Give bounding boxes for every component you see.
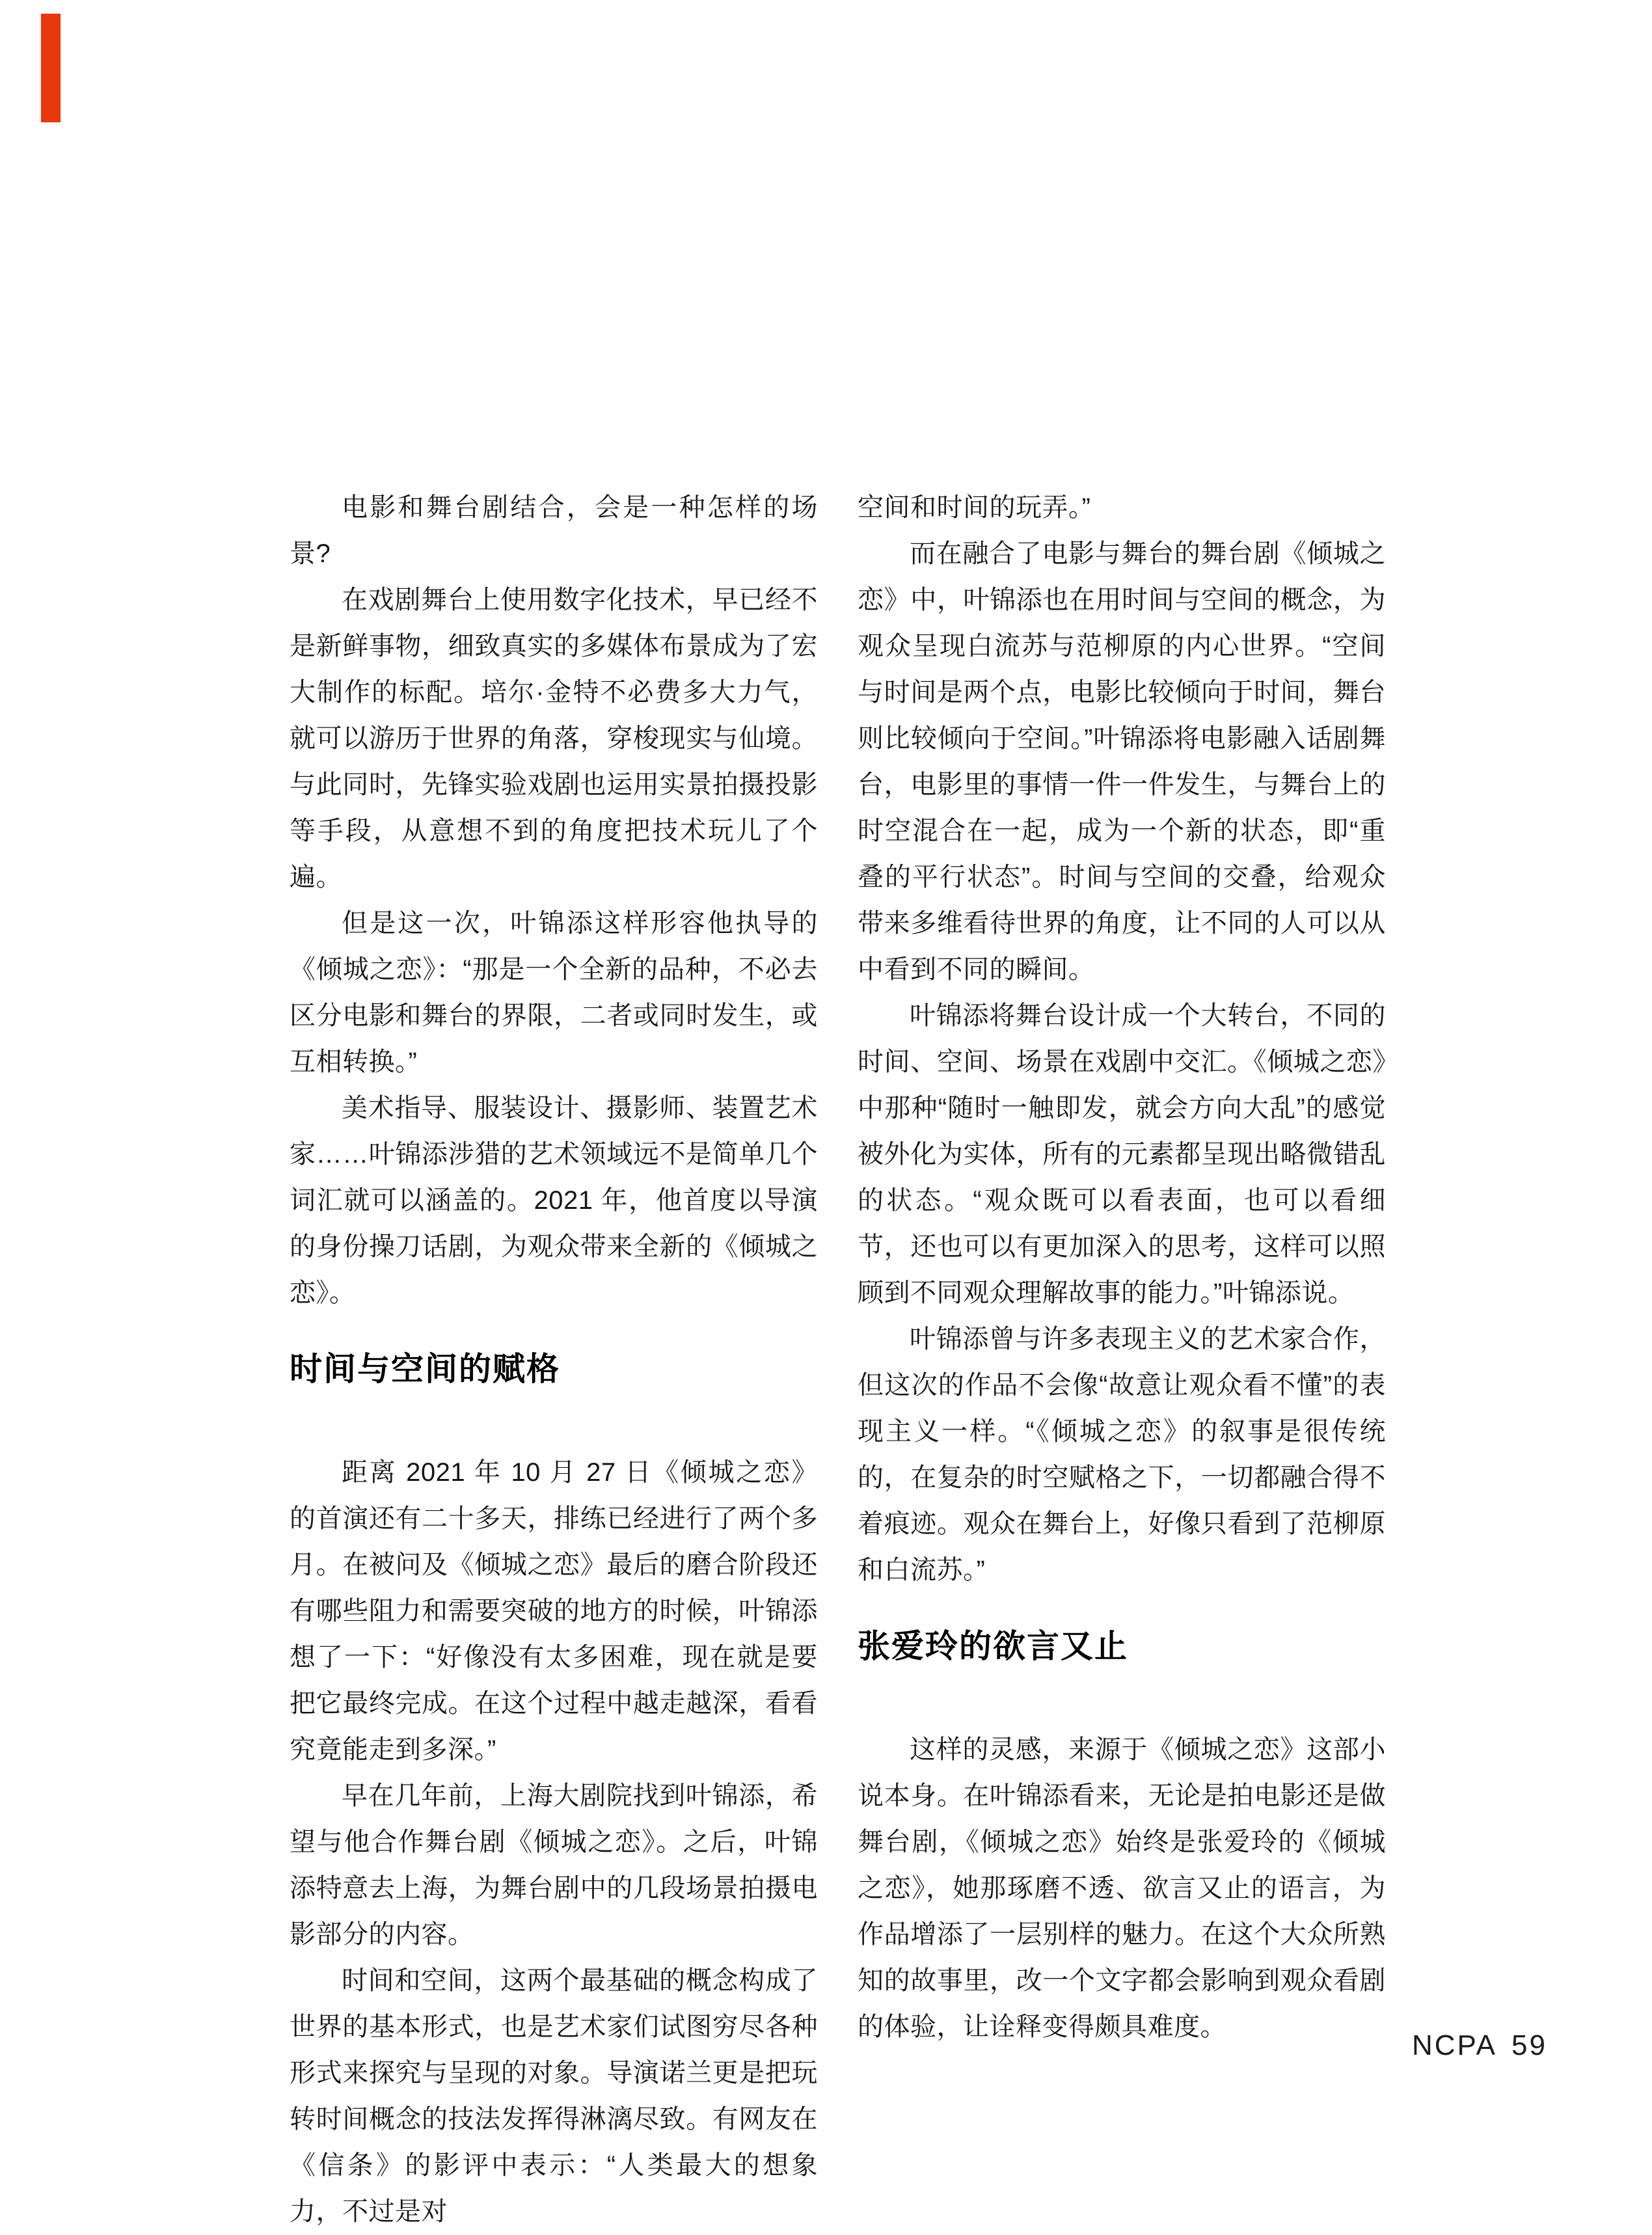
magazine-name: NCPA [1412, 2029, 1497, 2061]
paragraph: 叶锦添曾与许多表现主义的艺术家合作，但这次的作品不会像“故意让观众看不懂”的表现主义一样。“《倾城之恋》的叙事是很传统的，在复杂的时空赋格之下，一切都融合得不着痕迹。观众在舞台上，好像只看到了范柳原和白流苏。” [858, 1325, 1386, 1584]
paragraph: 而在融合了电影与舞台的舞台剧《倾城之恋》中，叶锦添也在用时间与空间的概念，为观众呈现白流苏与范柳原的内心世界。“空间与时间是两个点，电影比较倾向于时间，舞台则比较倾向于空间。”叶锦添将电影融入话剧舞台，电影里的事情一件一件发生，与舞台上的时空混合在一起，成为一个新的状态，即“重叠的平行状态”。时间与空间的交叠，给观众带来多维看待世界的角度，让不同的人可以从中看到不同的瞬间。 [858, 539, 1386, 984]
paragraph: 空间和时间的玩弄。” [858, 493, 1091, 522]
red-edge-marker [41, 14, 61, 122]
paragraph: 这样的灵感，来源于《倾城之恋》这部小说本身。在叶锦添看来，无论是拍电影还是做舞台剧，《倾城之恋》始终是张爱玲的《倾城之恋》，她那琢磨不透、欲言又止的语言，为作品增添了一层别样的魅力。在这个大众所熟知的故事里，改一个文字都会影响到观众看剧的体验，让诠释变得颇具难度。 [858, 1735, 1386, 2041]
paragraph: 美术指导、服装设计、摄影师、装置艺术家……叶锦添涉猎的艺术领域远不是简单几个词汇就可以涵盖的。2021 年，他首度以导演的身份操刀话剧，为观众带来全新的《倾城之恋》。 [290, 1094, 818, 1307]
paragraph: 但是这一次，叶锦添这样形容他执导的《倾城之恋》：“那是一个全新的品种，不必去区分电影和舞台的界限，二者或同时发生，或互相转换。” [290, 909, 818, 1076]
paragraph: 在戏剧舞台上使用数字化技术，早已经不是新鲜事物，细致真实的多媒体布景成为了宏大制作的标配。培尔·金特不必费多大力气，就可以游历于世界的角落，穿梭现实与仙境。与此同时，先锋实验戏剧也运用实景拍摄投影等手段，从意想不到的角度把技术玩儿了个遍。 [290, 586, 818, 891]
paragraph: 电影和舞台剧结合，会是一种怎样的场景? [290, 493, 818, 568]
article-column-right [858, 485, 1386, 2050]
section-heading: 时间与空间的赋格 [290, 1351, 560, 1387]
paragraph: 距离 2021 年 10 月 27 日《倾城之恋》的首演还有二十多天，排练已经进行了两个多月。在被问及《倾城之恋》最后的磨合阶段还有哪些阻力和需要突破的地方的时候，叶锦添想了一下：“好像没有太多困难，现在就是要把它最终完成。在这个过程中越走越深，看看究竟能走到多深。” [290, 1458, 818, 1764]
paragraph: 早在几年前，上海大剧院找到叶锦添，希望与他合作舞台剧《倾城之恋》。之后，叶锦添特意去上海，为舞台剧中的几段场景拍摄电影部分的内容。 [290, 1781, 818, 1949]
article-column-left [290, 485, 818, 2235]
section-heading: 张爱玲的欲言又止 [858, 1628, 1128, 1664]
paragraph: 时间和空间，这两个最基础的概念构成了世界的基本形式，也是艺术家们试图穷尽各种形式来探究与呈现的对象。导演诺兰更是把玩转时间概念的技法发挥得淋漓尽致。有网友在《信条》的影评中表示：“人类最大的想象力，不过是对 [290, 1966, 818, 2226]
page-number: 59 [1511, 2029, 1547, 2061]
page-footer [1412, 2029, 1547, 2063]
paragraph: 叶锦添将舞台设计成一个大转台，不同的时间、空间、场景在戏剧中交汇。《倾城之恋》中那种“随时一触即发，就会方向大乱”的感觉被外化为实体，所有的元素都呈现出略微错乱的状态。“观众既可以看表面，也可以看细节，还也可以有更加深入的思考，这样可以照顾到不同观众理解故事的能力。”叶锦添说。 [858, 1001, 1386, 1307]
